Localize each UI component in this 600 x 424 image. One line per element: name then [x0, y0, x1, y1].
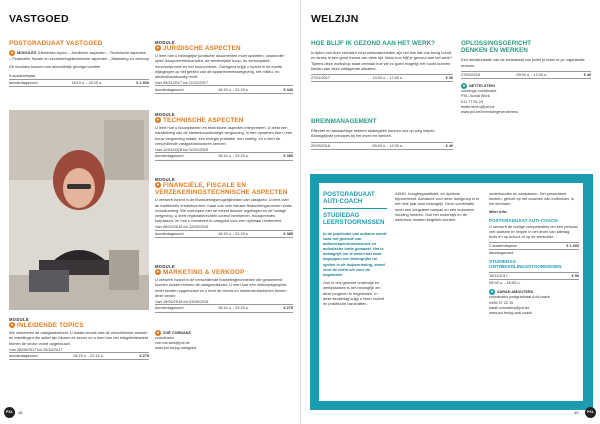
- module-financiele: [155, 177, 293, 238]
- person-icon: ●: [490, 289, 494, 295]
- auticoach-panel: [319, 183, 583, 401]
- row-day: donderdagavond: [155, 306, 184, 311]
- juridische-title-text: JURIDISCHE ASPECTEN: [163, 45, 241, 52]
- inleidende-title: [9, 322, 149, 329]
- pg-price: € 1.300: [566, 243, 579, 248]
- contact-auticoach: [489, 289, 579, 316]
- section-title-welzijn: WELZIJN: [311, 13, 359, 25]
- module-label: MODULE: [155, 177, 175, 182]
- gezond-title-a: HOE BLIJF IK: [311, 40, 354, 47]
- row-price: € 385: [283, 231, 293, 236]
- gezond-text: In tijden van dure verhalen rond werkzaamheden zijn het iets dat ons bezig houdt, en stress is een groot thema van deze tijd. Maar hoe blijf je gezond aan het werk? Tijdens deze workshop staat centraal hoe we zo goed mogelijk het hoofd kunnen bieden aan deze uitdagende situaties.: [311, 50, 453, 71]
- studiedag-label: STUDIEDAG: [323, 212, 360, 220]
- marketing-row: [155, 304, 293, 312]
- modules-label: MODULES: [17, 50, 37, 56]
- row-price: € 275: [283, 306, 293, 311]
- contact-email[interactable]: zoe.cornans@pxl.be: [155, 341, 190, 346]
- contact-name: ZOË CORNANS: [163, 331, 192, 335]
- inleidende-text: We verkennen de vastgoedwereld. U maakt kennis met de verschillende actoren en instellingen die actief zijn binnen de sector en u leert hoe het integriteitsbeleid binnen de sector wordt opgebouwd.: [9, 330, 148, 346]
- postgraduaat-modules: [9, 50, 149, 61]
- workshop-gezond: [311, 40, 453, 82]
- info-icon: ●: [10, 322, 14, 328]
- row-price: € 1.500: [136, 80, 149, 85]
- row-day: donderdagavond: [155, 231, 184, 236]
- info-icon: ●: [10, 50, 14, 56]
- inleidende-row: [9, 352, 149, 360]
- auticoach-intro: In de publicatie van autisme wordt vaak het gebruik van autismespectrumstoornis en autistische traits gemaakt. Het is belangrijk om te weten dat deze begrippen een belangrijke rol spelen in de hulpverlening, zowel voor de cliënt als voor de begeleider.: [323, 230, 387, 277]
- postgraduaat-vastgoed: [9, 40, 149, 87]
- postgraduaat-note: De modules kunnen ook afzonderlijk gevolgd worden.: [9, 64, 102, 70]
- row-time: 09:00 u. - 12:30 u.: [372, 143, 404, 148]
- marketing-title-text: MARKETING & VERKOOP: [163, 269, 245, 276]
- auticoach-pg-title: AUTI-COACH: [323, 198, 363, 206]
- technische-title: [155, 117, 293, 124]
- pxl-logo: PXL: [4, 407, 15, 418]
- postgraduaat-title-a: POSTGRADUAAT: [9, 40, 67, 47]
- oplossingsgericht-row: [461, 71, 591, 79]
- inleidende-dates: Van 28/09/2017 tot 26/10/2017: [9, 346, 63, 352]
- pg-lessons: 2 academiejaren: [489, 243, 518, 248]
- contact-name: NETTELSTEIN: [469, 84, 495, 89]
- auticoach-col2: [395, 191, 481, 222]
- contact-email[interactable]: bettie.lehen@pxl.be: [461, 104, 495, 109]
- row-day: donderdagavond: [155, 87, 184, 92]
- auticoach-col3-text: onderhouden en aanpassen. Het presenteert werken, gericht op het coachen van individuen, is het kernidee.: [489, 191, 574, 207]
- photo-illustration: [9, 110, 149, 310]
- pg-day: dinsdagavond: [489, 249, 514, 255]
- pg-row: [489, 242, 579, 250]
- contact-role: vormings-coördinator: [461, 89, 497, 94]
- pg-row-text: U verwerft de nodige competenties om een persoon met autisme te helpen in het leven van alledag, thuis en op school of op de werkvloer.: [489, 224, 579, 240]
- contact-vastgoed: [155, 330, 293, 352]
- financiele-row: [155, 230, 293, 238]
- info-icon: ●: [156, 182, 160, 188]
- technische-dates: Van 11/01/2018 tot 01/02/2018: [155, 146, 209, 152]
- contact-web[interactable]: www.pxl.be/pg-vastgoed: [155, 346, 197, 351]
- row-time: 18:15 u. - 22:15 u.: [73, 354, 104, 359]
- studiedag-title: LEERSTOORNISSEN: [323, 219, 385, 227]
- info-icon: ●: [156, 117, 160, 123]
- studiedag-row: [489, 272, 579, 280]
- person-icon: ●: [156, 330, 160, 335]
- divider: [323, 208, 387, 209]
- module-juridische: [155, 40, 293, 94]
- studiedag-row-title: STUDIEDAG ONTWIKKELINGSSTOORNISSEN: [489, 259, 562, 270]
- postgraduaat-row: [9, 79, 149, 87]
- oplossingsgericht-text: Een miniaturisatie van de werkstraat van jezelf je team en je organisatie ervaren.: [461, 57, 585, 68]
- pxl-logo-right: PXL: [585, 407, 596, 418]
- financiele-text: U verwerft inzicht in de financieringsmogelijkheden van vastgoed. U leert over de traditionele kredietvormen, maar ook over nieuwe financieringsvormen zoals crowdfunding. We overlopen met de meest actuele regelingen en de huidige wetgeving. U leert registratierechten correct berekenen, bouwpremies toepassen, en hoe u investeert in vastgoed voor een optimaal rendement.: [155, 197, 292, 224]
- row-price: € 275: [139, 354, 149, 359]
- row-price: € 40: [445, 143, 453, 148]
- module-label: MODULE: [155, 264, 175, 269]
- workshop-breinmanagement: [311, 118, 453, 150]
- row-time: 18:15 u. - 22:15 u.: [71, 80, 103, 85]
- contact-phone: 0496 47 22 10: [489, 300, 514, 305]
- meer-info-label: Meer info:: [489, 208, 508, 214]
- sd-price: € 50: [571, 273, 579, 278]
- auticoach-pg-label: POSTGRADUAAT: [323, 191, 375, 198]
- breinmanagement-text: Effectief en aandachtige hebben strategieën kunnen ons op weg helpen. Belangrijkste principes bij het leven en werken.: [311, 128, 436, 139]
- row-time: 18:15 u. - 22:15 u.: [218, 231, 249, 236]
- technische-title-text: TECHNISCHE ASPECTEN: [163, 117, 244, 124]
- postgraduaat-lessons: 5 academiejaar: [9, 72, 36, 78]
- contact-email[interactable]: sarah.amouters@pxl.be: [489, 305, 530, 310]
- contact-web[interactable]: www.pxl.be/pg-auti-coach: [489, 310, 533, 315]
- contact-org: PXL-Social Work: [461, 94, 490, 99]
- contact-welzijn: [461, 83, 591, 115]
- row-time: 18:15 u. - 22:15 u.: [218, 87, 249, 92]
- technische-text: U leert hoe u bouwplannen en technische aspecten interpreteert. U leest een handleiding van de stedenbouwkundige vergunning, in een opnamen hoe u een bouw vergunning maakt, een energie prestatie, een meting, en u leert de verschillende vastgoedstructuren kennen.: [155, 125, 293, 146]
- module-marketing: [155, 264, 293, 313]
- marketing-text: U verwerft inzicht in de verschillende marketingtechnieken die gehanteerd kunnen worden binnen de vastgoedsector. U leert hoe een verkoopsgesprek moet worden opgebouwd en u leert de trends en marktmechanismen binnen deze sector.: [155, 277, 287, 298]
- row-date: 27/02/2017: [311, 76, 331, 81]
- financiele-title-text: FINANCIËLE, FISCALE EN VERZEKERINGSTECHNISCHE ASPECTEN: [155, 182, 288, 197]
- row-time: 09:00 u. - 12:30 u.: [516, 73, 548, 78]
- section-title-vastgoed: VASTGOED: [9, 13, 69, 25]
- financiele-dates: Van 08/02/2018 tot 22/03/2018: [155, 224, 209, 230]
- oplossingsgericht-title-a: OPLOSSINGSGERICHT: [461, 40, 531, 47]
- juridische-title: [155, 45, 293, 52]
- contact-name: SARAH AMOUTERS: [497, 290, 534, 295]
- page-number-right: 49: [574, 410, 579, 415]
- row-time: 13:30 u. - 17:00 u.: [372, 76, 404, 81]
- financiele-title: [155, 182, 293, 196]
- juridische-dates: Van 09/11/2017 tot 21/12/2017: [155, 80, 209, 86]
- sd-time: 09:00 u. - 16:00 u.: [489, 280, 521, 286]
- module-inleidende: [9, 317, 149, 360]
- auticoach-col3: [489, 191, 579, 316]
- contact-role: coördinator: [155, 336, 174, 341]
- row-time: 18:15 u. - 22:15 u.: [218, 154, 249, 159]
- contact-phone: 011 77 53 24: [461, 99, 483, 104]
- postgraduaat-title-b: VASTGOED: [66, 40, 103, 47]
- row-price: € 40: [583, 73, 591, 78]
- gezond-row: [311, 74, 453, 82]
- module-label: MODULE: [9, 317, 29, 322]
- oplossingsgericht-title-b: DENKEN EN WERKEN: [461, 47, 528, 55]
- auticoach-col1-text: Ook in ons gewone onderwijs en werkplaatsen is het belangrijk om deze jongeren te begeleiden. In deze studiedag krijgt u meer inzicht en praktische handvatten.: [323, 280, 384, 306]
- row-price: € 350: [283, 154, 293, 159]
- workshop-oplossingsgericht: [461, 40, 591, 115]
- juridische-row: [155, 85, 293, 93]
- breinmanagement-row: [311, 142, 453, 150]
- juridische-text: U leert hoe u belangrijke juridische documenten moet opstellen, waaronder optie-/koopovereenkomsten, de wederzijdse koop- en verkoopakte, huurcompromis en het huurcontract. Overigens krijgt u inzicht in de kantte wijzigingen op het gebied van de appartementswetgeving, het milieu- en stedenbouwkundig recht.: [155, 53, 285, 79]
- contact-role: coördinator postgraduaat Auti-coach: [489, 295, 551, 300]
- marketing-title: [155, 269, 293, 276]
- person-icon: ●: [462, 83, 466, 89]
- module-label: MODULE: [155, 40, 175, 45]
- sd-date: 16/11/2017: [489, 273, 508, 278]
- marketing-dates: Van 19/04/2018 tot 03/05/2018: [155, 298, 209, 304]
- info-icon: ●: [156, 269, 160, 275]
- woman-photo: [9, 110, 149, 310]
- inleidende-title-text: INLEIDENDE TOPICS: [17, 322, 84, 329]
- page-number-left: 48: [18, 410, 23, 415]
- contact-web[interactable]: www.pxl.be/heerdomgeven/stress: [461, 109, 518, 114]
- row-day: donderdagavond: [9, 354, 38, 359]
- auticoach-col2-text: ADHD, hoogbegaafdheid, en dyslexie bijvoorbeeld. Aandacht voor deze doelgroep is er het hele jaar door belangrijk. Deze combinatie moet een zorgzame aanpak en een inclusieve houding hebben. Ook het onderwijs en de werkvloer moeten begeleid worden.: [395, 191, 480, 222]
- auticoach-col1: [323, 191, 387, 306]
- postgraduaat-title: [9, 40, 149, 47]
- module-label: MODULE: [155, 112, 175, 117]
- row-date: 27/03/2018: [461, 73, 481, 78]
- modules-text: (Heelenda topics – Juridische aspecten – Technische aspecten – Financiële, fiscale en verzekeringstechnische aspecten – Marketing en verkoop: [9, 50, 149, 62]
- gezond-title-b: GEZOND AAN HET WERK?: [353, 40, 435, 47]
- row-date: 20/03/2018: [311, 143, 331, 148]
- gezond-title: [311, 40, 453, 47]
- breinmanagement-title: BREINMANAGEMENT: [311, 118, 377, 125]
- row-day: donderdagavond: [9, 80, 38, 85]
- row-price: € 30: [445, 76, 453, 81]
- row-price: € 440: [283, 87, 293, 92]
- module-technische: [155, 112, 293, 161]
- technische-row: [155, 152, 293, 160]
- info-icon: ●: [156, 45, 160, 51]
- pg-row-title: POSTGRADUAAT AUTI-COACH: [489, 217, 558, 223]
- row-day: donderdagavond: [155, 154, 184, 159]
- row-time: 18:15 u. - 22:15 u.: [218, 306, 249, 311]
